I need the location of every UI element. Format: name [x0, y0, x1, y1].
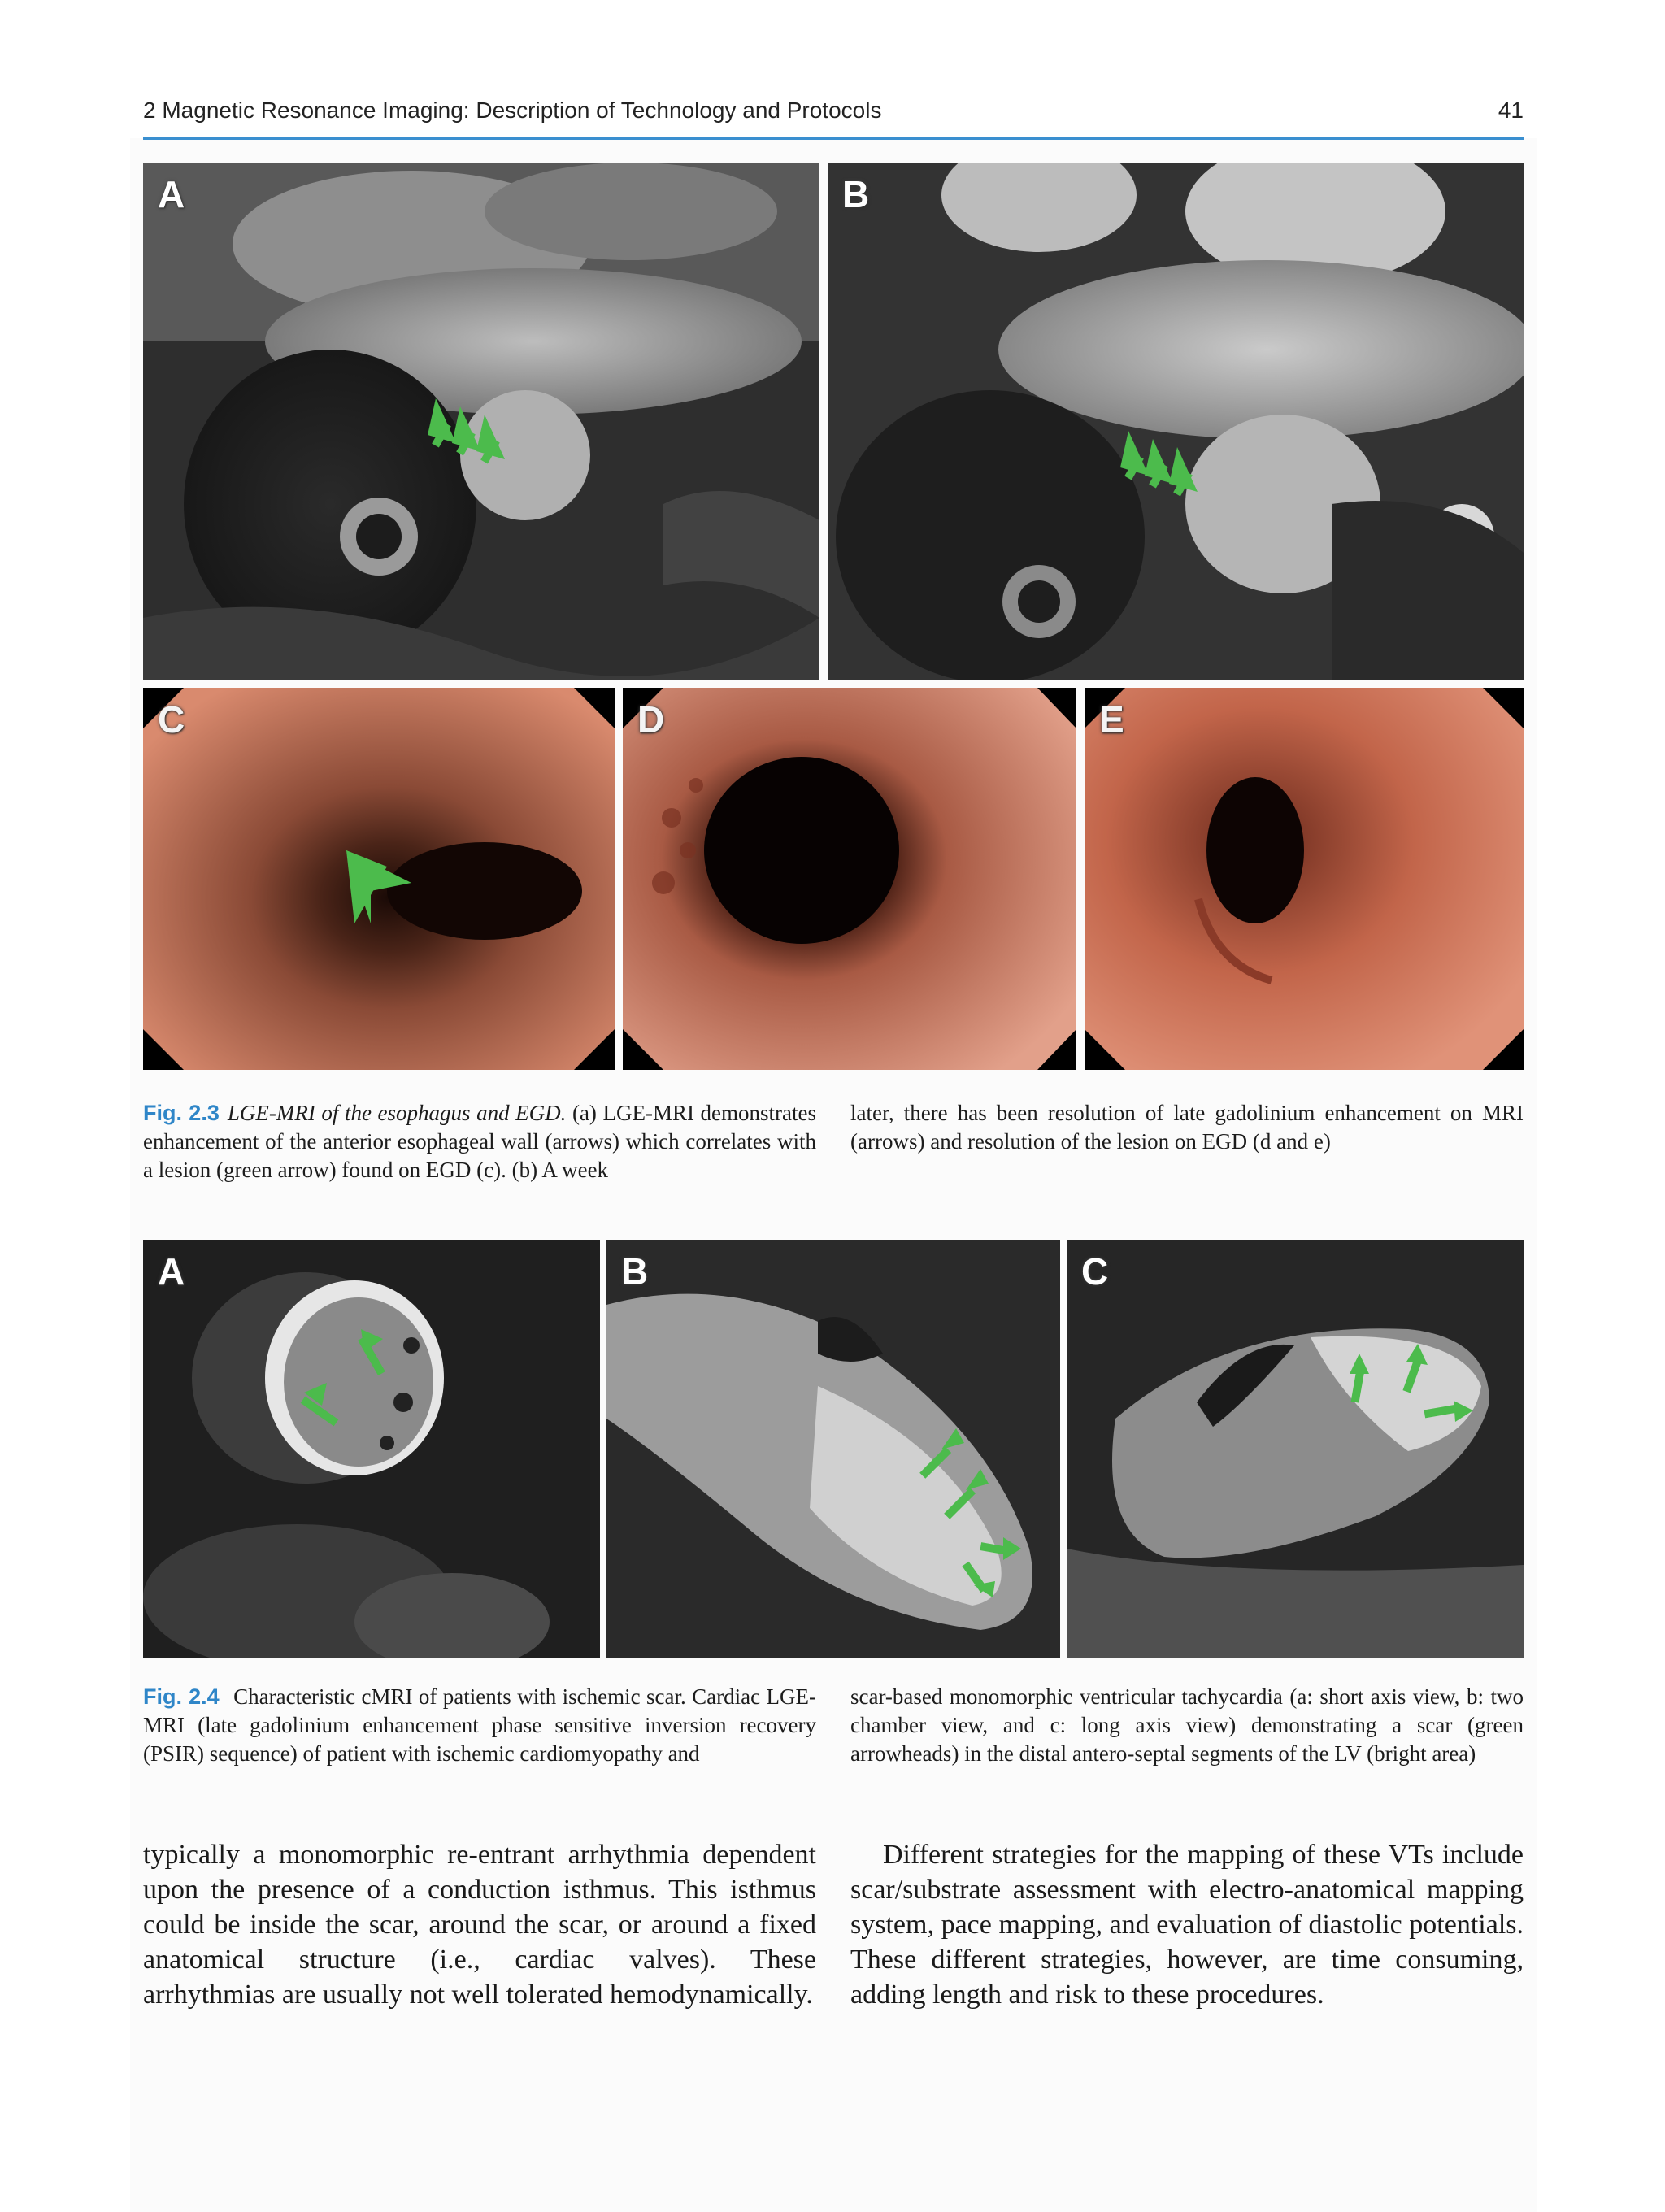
- panel-label-b: B: [842, 173, 870, 215]
- figure-2-3-title: LGE-MRI of the esophagus and EGD.: [227, 1101, 567, 1125]
- cmri-image-b: [606, 1240, 1060, 1658]
- figure-2-3-caption-text-2: later, there has been resolution of late gadolinium enhancement on MRI (arrows) and resolution of the lesion on EGD (d and e): [850, 1101, 1524, 1154]
- endoscopy-image-e: [1085, 688, 1524, 1070]
- cmri-image-a: [143, 1240, 600, 1658]
- figure-2-4-caption-text-1: Characteristic cMRI of patients with ischemic scar. Cardiac LGE-MRI (late gadolinium enhancement phase sensitive inversion recovery (PSIR) sequence) of patient with ischemic cardiomyopathy and: [143, 1684, 816, 1766]
- figure-2-3-panel-b: [828, 163, 1524, 680]
- figure-2-4-panel-b: [606, 1240, 1060, 1658]
- figure-2-3-panel-c: [143, 688, 615, 1070]
- figure-2-4-caption-col1: [143, 1683, 816, 1768]
- figure-2-4-label: Fig. 2.4: [143, 1684, 220, 1709]
- figure-2-4-panel-c: [1067, 1240, 1524, 1658]
- figure-2-3-label: Fig. 2.3: [143, 1101, 220, 1125]
- figure-2-3-panel-e: [1085, 688, 1524, 1070]
- figure-2-3-caption-text-1: (a) LGE-MRI demonstrates enhancement of the anterior esophageal wall (arrows) which correlates with a lesion (green arrow) found on EGD (c). (b) A week: [143, 1101, 816, 1182]
- running-header: [143, 96, 1524, 140]
- mri-image-b: [828, 163, 1524, 680]
- figure-2-4-caption-col2: [850, 1683, 1524, 1768]
- figure-2-3-caption-col1: [143, 1099, 816, 1184]
- page-number: 41: [1498, 98, 1524, 123]
- panel-label-e: E: [1099, 698, 1124, 741]
- figure-2-3-caption-col2: [850, 1099, 1524, 1156]
- cmri-image-c: [1067, 1240, 1524, 1658]
- endoscopy-image-c: [143, 688, 615, 1070]
- panel-label-c: C: [158, 698, 185, 741]
- mri-image-a: [143, 163, 819, 680]
- body-paragraph-col2: Different strategies for the mapping of these VTs include scar/substrate assessment with electro-anatomical mapping system, pace mapping, and evaluation of diastolic potentials. These different strategies, however, are time consuming, adding length and risk to these procedures.: [850, 1840, 1524, 2010]
- chapter-title: 2 Magnetic Resonance Imaging: Description of Technology and Protocols: [143, 98, 882, 123]
- figure-2-4-caption-text-2: scar-based monomorphic ventricular tachycardia (a: short axis view, b: two chamber view, and c: long axis view) demonstrating a scar (green arrowheads) in the distal antero-septal segments of the LV (bright area): [850, 1684, 1524, 1766]
- endoscopy-image-d: [623, 688, 1076, 1070]
- figure-2-4-panel-a: [143, 1240, 600, 1658]
- panel-label-c: C: [1081, 1250, 1109, 1293]
- panel-label-a: A: [158, 173, 185, 215]
- figure-2-3-panel-a: [143, 163, 819, 680]
- panel-label-a: A: [158, 1250, 185, 1293]
- body-paragraph-col1: typically a monomorphic re-entrant arrhythmia dependent upon the presence of a conduction isthmus. This isthmus could be inside the scar, around the scar, or around a fixed anatomical structure (i.e., cardiac valves). These arrhythmias are usually not well tolerated hemodynamically.: [143, 1840, 816, 2010]
- panel-label-d: D: [637, 698, 665, 741]
- panel-label-b: B: [621, 1250, 649, 1293]
- figure-2-3-panel-d: [623, 688, 1076, 1070]
